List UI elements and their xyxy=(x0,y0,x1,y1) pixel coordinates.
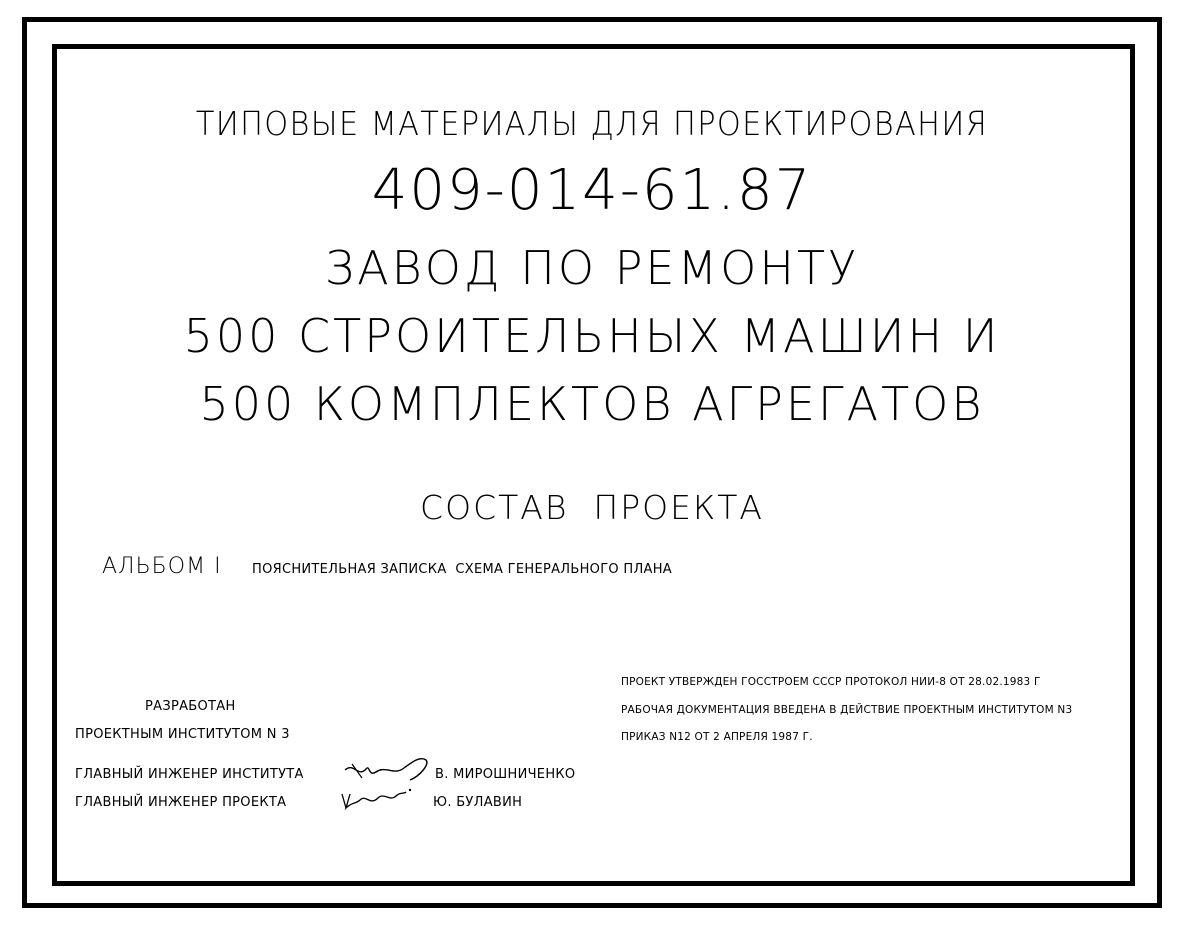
album-label: АЛЬБОМ I xyxy=(102,554,222,579)
title-line-1: ЗАВОД ПО РЕМОНТУ xyxy=(324,241,860,295)
title-line-3: 500 КОМПЛЕКТОВ АГРЕГАТОВ xyxy=(199,377,985,431)
album-description: ПОЯСНИТЕЛЬНАЯ ЗАПИСКА СХЕМА ГЕНЕРАЛЬНОГО ПЛАНА xyxy=(252,562,673,577)
developer-institute: ПРОЕКТНЫМ ИНСТИТУТОМ N 3 xyxy=(75,727,290,742)
signature-name-1: В. МИРОШНИЧЕНКО xyxy=(435,767,576,782)
signature-mark-2 xyxy=(338,784,416,816)
signature-name-2: Ю. БУЛАВИН xyxy=(433,795,523,810)
signature-mark-1 xyxy=(340,752,432,788)
signature-role-2: ГЛАВНЫЙ ИНЖЕНЕР ПРОЕКТА xyxy=(75,795,287,810)
approval-line-1: ПРОЕКТ УТВЕРЖДЕН ГОССТРОЕМ СССР ПРОТОКОЛ НИИ-8 ОТ 28.02.1983 Г xyxy=(621,676,1041,688)
approval-line-2: РАБОЧАЯ ДОКУМЕНТАЦИЯ ВВЕДЕНА В ДЕЙСТВИЕ ПРОЕКТНЫМ ИНСТИТУТОМ N3 xyxy=(621,704,1073,716)
signature-role-1: ГЛАВНЫЙ ИНЖЕНЕР ИНСТИТУТА xyxy=(75,767,304,782)
contents-heading: СОСТАВ ПРОЕКТА xyxy=(420,488,764,527)
developer-label: РАЗРАБОТАН xyxy=(145,699,236,714)
approval-line-3: ПРИКАЗ N12 ОТ 2 АПРЕЛЯ 1987 Г. xyxy=(621,731,813,743)
title-line-2: 500 СТРОИТЕЛЬНЫХ МАШИН И xyxy=(183,309,1001,363)
header-series-line: ТИПОВЫЕ МАТЕРИАЛЫ ДЛЯ ПРОЕКТИРОВАНИЯ xyxy=(195,104,989,143)
document-code: 409-014-61.87 xyxy=(371,158,813,223)
